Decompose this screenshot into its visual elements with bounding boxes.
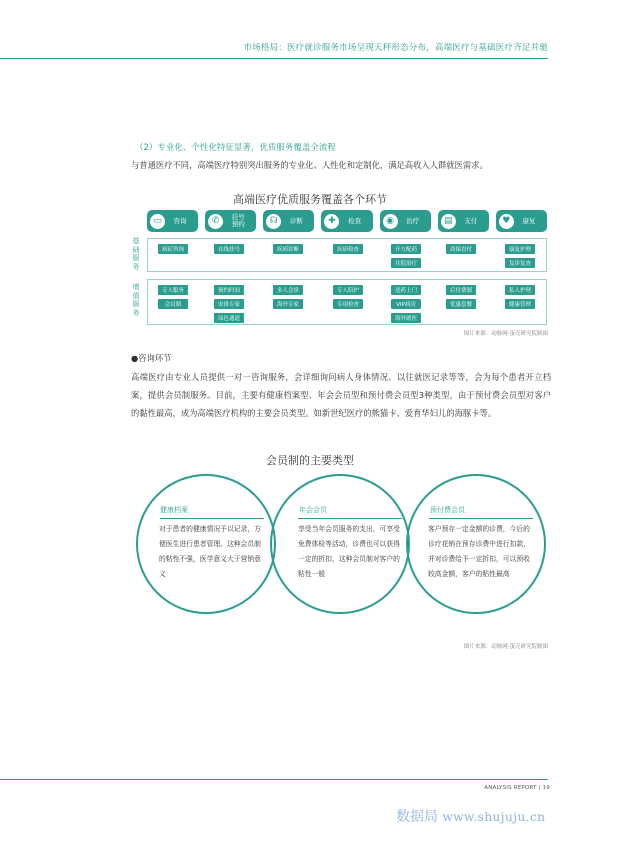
stage-tab-pay — [438, 210, 489, 232]
service-chip: 康复护理 — [505, 244, 535, 254]
watermark — [396, 806, 545, 826]
stage-tab-treat — [380, 210, 431, 232]
basic-col-pay — [446, 244, 476, 254]
circle-title-underline — [429, 518, 533, 519]
monitor-icon: ▭ — [150, 214, 165, 229]
watermark-cn: 数据局 — [396, 809, 438, 825]
circle-title-annual-member: 年会会员 — [299, 506, 327, 514]
circle-title-health-record: 健康档案 — [160, 506, 188, 514]
service-chip: 海外专家 — [273, 299, 303, 309]
diagram-service-title: 高端医疗优质服务覆盖各个环节 — [233, 193, 387, 206]
stage-tab-exam — [321, 210, 372, 232]
heart-icon: ♥ — [499, 214, 514, 229]
service-chip: 疾病诊断 — [273, 244, 303, 254]
stage-tab-label: 咨询 — [173, 216, 187, 225]
basic-col-register — [214, 244, 244, 254]
membership-source-caption: 图片来源：动脉网·蛋壳研究院制图 — [463, 644, 548, 650]
service-chip: 商保直付 — [446, 244, 476, 254]
service-chip: 后付费制 — [446, 285, 476, 295]
basic-col-rehab — [505, 244, 535, 268]
service-stage-tabs — [147, 210, 547, 232]
watermark-url: www.shujuju.cn — [442, 810, 546, 824]
phone-icon: ✆ — [208, 214, 223, 229]
basic-services-box — [147, 238, 547, 272]
service-chip: 健康管理 — [505, 299, 535, 309]
consult-paragraph: 高端医疗由专业人员提供一对一咨询服务，会详细询问病人身体情况、以往就医记录等等，会为每个患者开立档案，提供会员制服务。目前，主要有健康档案型、年会会员型和预付费会员型3种类型，由于预付费会员型对客户的黏性最高，成为高端医疗机构的主要会员类型。如新世纪医疗的熊猫卡、爱育华妇儿的海豚卡等。 — [131, 372, 551, 418]
service-chip: 在线挂号 — [214, 244, 244, 254]
service-chip: 优惠套餐 — [446, 299, 476, 309]
footer-page-label: ANALYSIS REPORT | 19 — [484, 785, 550, 791]
service-chip: 专人服务 — [158, 285, 188, 295]
added-col-treat — [391, 285, 421, 323]
stage-tab-rehab — [496, 210, 547, 232]
service-chip: 开方配药 — [391, 244, 421, 254]
service-chip: 住院治疗 — [391, 258, 421, 268]
service-chip: 私人护理 — [505, 285, 535, 295]
value-added-services-box — [147, 279, 547, 325]
service-chip: 病症咨询 — [158, 244, 188, 254]
basic-col-treat — [391, 244, 421, 268]
service-chip: 多人会诊 — [273, 285, 303, 295]
stage-tab-diagnose — [263, 210, 314, 232]
footer-divider — [0, 779, 548, 780]
service-chip: 绿色通道 — [214, 313, 244, 323]
membership-diagram-title: 会员制的主要类型 — [266, 454, 354, 467]
header-divider — [0, 58, 548, 59]
circle-title-underline — [160, 518, 264, 519]
stage-tab-label: 支付 — [464, 216, 478, 225]
service-chip: 海外就医 — [391, 313, 421, 323]
diagram-source-caption: 图片来源：动脉网·蛋壳研究院制图 — [463, 331, 548, 337]
service-chip: 会员制 — [158, 299, 188, 309]
added-col-diagnose — [273, 285, 303, 309]
basic-col-exam — [333, 244, 363, 254]
added-col-exam — [333, 285, 363, 309]
stage-tab-label: 治疗 — [406, 216, 420, 225]
service-chip: 预约时间 — [214, 285, 244, 295]
basic-col-consult — [158, 244, 188, 254]
intro-paragraph: 与普通医疗不同，高端医疗特别突出服务的专业化、人性化和定制化，满足高收入人群就医需求。 — [131, 160, 488, 170]
added-col-pay — [446, 285, 476, 309]
service-chip: 专项检查 — [333, 299, 363, 309]
circle-body-prepaid-member: 客户预存一定金额的诊费，今后的诊疗花销在预存诊费中进行扣款，并对诊费给予一定折扣，可以预收较高金额，客户的粘性最高 — [428, 525, 530, 578]
stethoscope-icon: ☊ — [266, 214, 281, 229]
circle-title-prepaid-member: 预付费会员 — [430, 506, 465, 514]
page-header-title: 市场格局：医疗就诊服务市场呈现天秤形态分布，高端医疗与基础医疗齐足并驰 — [243, 43, 548, 53]
row-label-basic: 基础服务 — [132, 237, 140, 271]
stage-tab-label: 康复 — [522, 216, 536, 225]
service-chip: 复诊复查 — [505, 258, 535, 268]
service-chip: VIP病房 — [391, 299, 421, 309]
basic-col-diagnose — [273, 244, 303, 254]
section-subheading: （2）专业化、个性化特征显著，优质服务覆盖全流程 — [135, 143, 336, 153]
stage-tab-label: 诊断 — [289, 216, 303, 225]
camera-icon: ◉ — [383, 214, 398, 229]
service-chip: 疾病检查 — [333, 244, 363, 254]
wallet-icon: ▤ — [441, 214, 456, 229]
stage-tab-register — [205, 210, 256, 232]
stage-tab-label: 检查 — [347, 216, 361, 225]
consult-bullet-heading: ●咨询环节 — [131, 353, 172, 363]
row-label-value-added: 增值服务 — [132, 283, 140, 317]
stage-tab-label: 挂号 预约 — [231, 213, 245, 228]
added-col-consult — [158, 285, 188, 309]
circle-title-underline — [298, 518, 402, 519]
stage-tab-consult — [147, 210, 198, 232]
service-chip: 专人陪护 — [333, 285, 363, 295]
added-col-rehab — [505, 285, 535, 309]
added-col-register — [214, 285, 244, 323]
service-chip: 送药上门 — [391, 285, 421, 295]
shield-plus-icon: ✚ — [324, 214, 339, 229]
service-chip: 安排专家 — [214, 299, 244, 309]
circle-body-health-record: 对于患者的健康情况予以记录，方便医生进行患者管理。这种会员制的粘性不强，医学意义大于营销意义 — [159, 525, 261, 578]
circle-body-annual-member: 享受当年会员服务的支出，可享受免费体检等活动，诊费也可以获得一定的折扣，这种会员制对客户的粘性一般 — [298, 525, 400, 578]
